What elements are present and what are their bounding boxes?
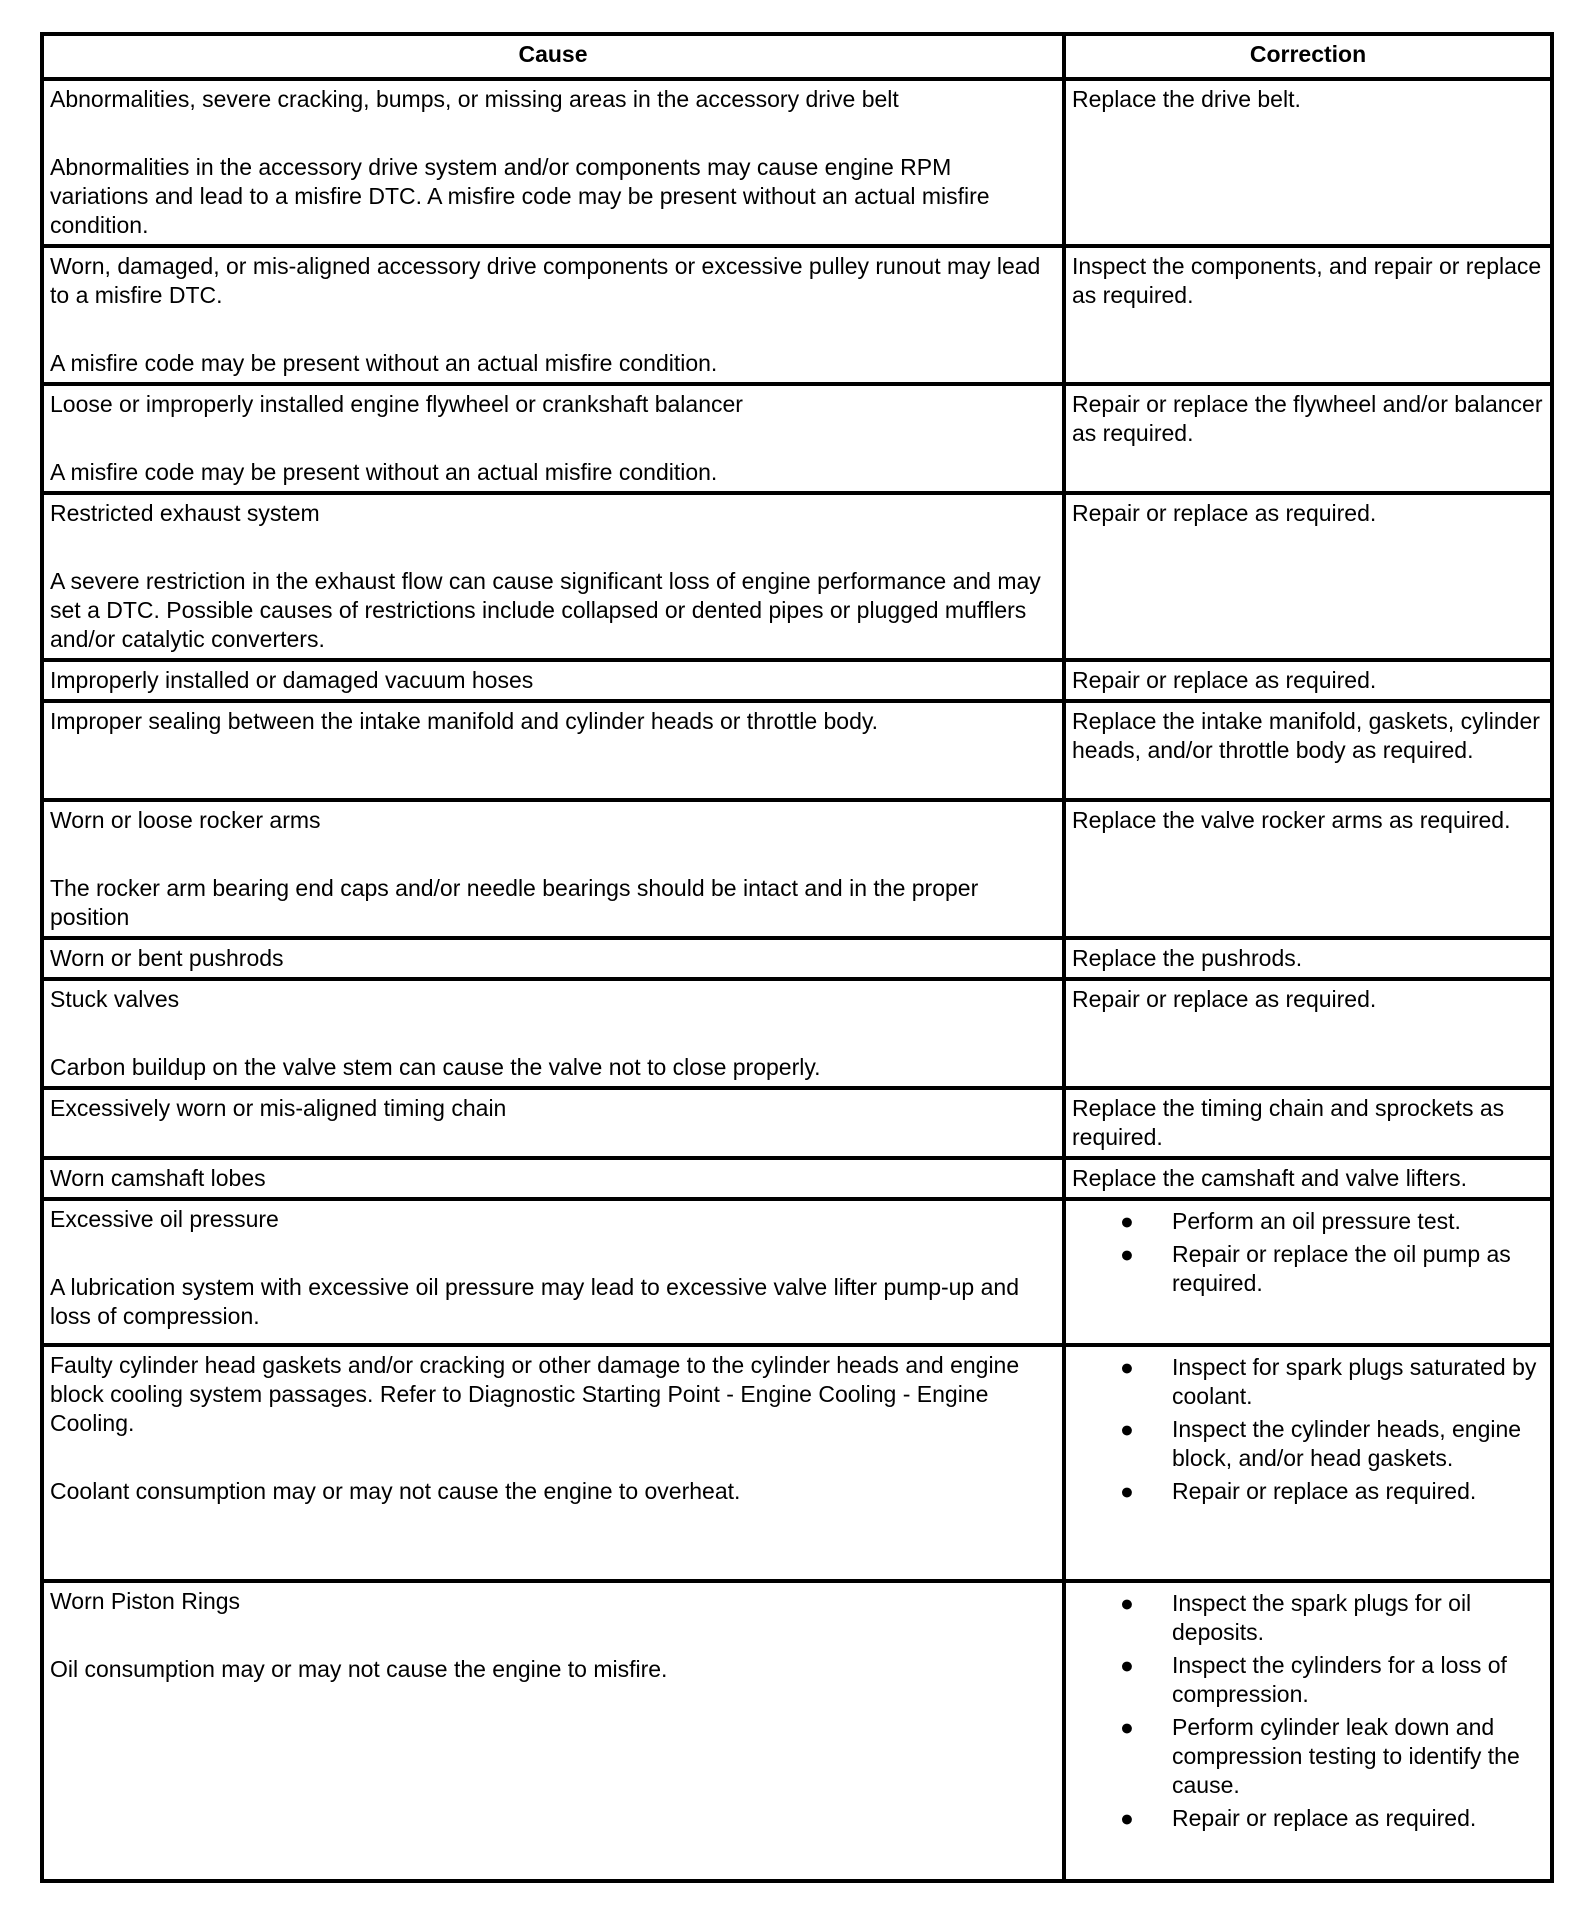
cause-title: Worn or loose rocker arms — [50, 807, 321, 833]
table-row — [42, 1581, 1552, 1881]
correction-cell — [1064, 660, 1552, 701]
table-row — [42, 660, 1552, 701]
cause-title: Worn camshaft lobes — [50, 1165, 266, 1191]
correction-text: Replace the pushrods. — [1072, 945, 1303, 971]
bullet-icon: ● — [1120, 1354, 1134, 1380]
correction-list — [1072, 1353, 1544, 1506]
correction-text: Repair or replace as required. — [1072, 667, 1377, 693]
header-correction: Correction — [1064, 34, 1552, 79]
bullet-icon: ● — [1120, 1805, 1134, 1831]
list-item — [1120, 1589, 1544, 1647]
table-row — [42, 979, 1552, 1088]
cause-cell — [42, 1345, 1064, 1581]
header-row — [42, 34, 1552, 79]
correction-text: Replace the valve rocker arms as required. — [1072, 807, 1511, 833]
correction-text: Inspect the components, and repair or replace as required. — [1072, 253, 1542, 308]
correction-step: Perform an oil pressure test. — [1172, 1208, 1461, 1234]
header-cause: Cause — [42, 34, 1064, 79]
cause-cell — [42, 938, 1064, 979]
cause-title: Stuck valves — [50, 986, 180, 1012]
correction-cell — [1064, 701, 1552, 800]
table-row — [42, 1345, 1552, 1581]
cause-note: A misfire code may be present without an actual misfire condition. — [50, 350, 718, 376]
correction-step: Repair or replace the oil pump as required. — [1172, 1241, 1511, 1296]
cause-cell — [42, 800, 1064, 938]
table-row — [42, 701, 1552, 800]
correction-step: Inspect the spark plugs for oil deposits. — [1172, 1590, 1472, 1645]
bullet-icon: ● — [1120, 1416, 1134, 1442]
correction-text: Repair or replace as required. — [1072, 500, 1377, 526]
cause-title: Excessive oil pressure — [50, 1206, 279, 1232]
cause-title: Worn Piston Rings — [50, 1588, 241, 1614]
table-row — [42, 800, 1552, 938]
diagnostic-table — [40, 32, 1554, 1883]
correction-text: Replace the camshaft and valve lifters. — [1072, 1165, 1468, 1191]
cause-title: Improperly installed or damaged vacuum hoses — [50, 667, 534, 693]
correction-cell — [1064, 800, 1552, 938]
cause-note: Coolant consumption may or may not cause the engine to overheat. — [50, 1478, 741, 1504]
correction-text: Repair or replace as required. — [1072, 986, 1377, 1012]
correction-cell — [1064, 979, 1552, 1088]
correction-text: Replace the intake manifold, gaskets, cylinder heads, and/or throttle body as required. — [1072, 708, 1540, 763]
table-row — [42, 79, 1552, 246]
cause-cell — [42, 1088, 1064, 1158]
table-row — [42, 1088, 1552, 1158]
list-item — [1120, 1240, 1544, 1298]
cause-cell — [42, 1158, 1064, 1199]
cause-cell — [42, 701, 1064, 800]
correction-cell — [1064, 1199, 1552, 1345]
cause-cell — [42, 384, 1064, 493]
cause-title: Faulty cylinder head gaskets and/or cracking or other damage to the cylinder heads and engine block cooling system passages. Refer to Diagnostic Starting Point - Engine Cooling - Engine Cooling. — [50, 1352, 1020, 1436]
table-row — [42, 384, 1552, 493]
table-row — [42, 1199, 1552, 1345]
correction-text: Replace the timing chain and sprockets as required. — [1072, 1095, 1505, 1150]
bullet-icon: ● — [1120, 1652, 1134, 1678]
cause-cell — [42, 1199, 1064, 1345]
correction-step: Inspect for spark plugs saturated by coolant. — [1172, 1354, 1537, 1409]
table-row — [42, 493, 1552, 660]
cause-cell — [42, 79, 1064, 246]
cause-title: Improper sealing between the intake manifold and cylinder heads or throttle body. — [50, 708, 879, 734]
list-item — [1120, 1415, 1544, 1473]
cause-note: Oil consumption may or may not cause the engine to misfire. — [50, 1656, 668, 1682]
correction-cell — [1064, 493, 1552, 660]
bullet-icon: ● — [1120, 1714, 1134, 1740]
correction-cell — [1064, 1088, 1552, 1158]
cause-note: Carbon buildup on the valve stem can cause the valve not to close properly. — [50, 1054, 821, 1080]
bullet-icon: ● — [1120, 1208, 1134, 1234]
correction-step: Inspect the cylinder heads, engine block, and/or head gaskets. — [1172, 1416, 1522, 1471]
cause-cell — [42, 979, 1064, 1088]
list-item — [1120, 1207, 1544, 1236]
cause-title: Abnormalities, severe cracking, bumps, or missing areas in the accessory drive belt — [50, 86, 899, 112]
cause-title: Worn or bent pushrods — [50, 945, 284, 971]
cause-note: A misfire code may be present without an actual misfire condition. — [50, 459, 718, 485]
list-item — [1120, 1651, 1544, 1709]
table-row — [42, 938, 1552, 979]
list-item — [1120, 1804, 1544, 1833]
table-row — [42, 1158, 1552, 1199]
cause-title: Restricted exhaust system — [50, 500, 320, 526]
table-row — [42, 246, 1552, 384]
cause-note: The rocker arm bearing end caps and/or needle bearings should be intact and in the proper position — [50, 875, 979, 930]
cause-cell — [42, 493, 1064, 660]
correction-cell — [1064, 1345, 1552, 1581]
correction-cell — [1064, 1581, 1552, 1881]
correction-text: Repair or replace the flywheel and/or balancer as required. — [1072, 391, 1543, 446]
bullet-icon: ● — [1120, 1478, 1134, 1504]
cause-title: Worn, damaged, or mis-aligned accessory drive components or excessive pulley runout may lead to a misfire DTC. — [50, 253, 1041, 308]
cause-note: Abnormalities in the accessory drive system and/or components may cause engine RPM variations and lead to a misfire DTC. A misfire code may be present without an actual misfire condition. — [50, 154, 990, 238]
correction-cell — [1064, 938, 1552, 979]
correction-step: Repair or replace as required. — [1172, 1478, 1477, 1504]
cause-note: A severe restriction in the exhaust flow can cause significant loss of engine performance and may set a DTC. Possible causes of restrictions include collapsed or dented pipes or plugged mufflers and/or catalytic converters. — [50, 568, 1041, 652]
correction-cell — [1064, 384, 1552, 493]
bullet-icon: ● — [1120, 1590, 1134, 1616]
cause-cell — [42, 1581, 1064, 1881]
correction-cell — [1064, 1158, 1552, 1199]
correction-list — [1072, 1589, 1544, 1833]
list-item — [1120, 1713, 1544, 1800]
cause-cell — [42, 660, 1064, 701]
correction-text: Replace the drive belt. — [1072, 86, 1301, 112]
correction-step: Inspect the cylinders for a loss of compression. — [1172, 1652, 1507, 1707]
correction-step: Repair or replace as required. — [1172, 1805, 1477, 1831]
cause-title: Excessively worn or mis-aligned timing chain — [50, 1095, 507, 1121]
list-item — [1120, 1477, 1544, 1506]
correction-step: Perform cylinder leak down and compression testing to identify the cause. — [1172, 1714, 1520, 1798]
cause-title: Loose or improperly installed engine flywheel or crankshaft balancer — [50, 391, 743, 417]
correction-list — [1072, 1207, 1544, 1298]
bullet-icon: ● — [1120, 1241, 1134, 1267]
cause-cell — [42, 246, 1064, 384]
list-item — [1120, 1353, 1544, 1411]
cause-note: A lubrication system with excessive oil pressure may lead to excessive valve lifter pump-up and loss of compression. — [50, 1274, 1019, 1329]
correction-cell — [1064, 246, 1552, 384]
correction-cell — [1064, 79, 1552, 246]
